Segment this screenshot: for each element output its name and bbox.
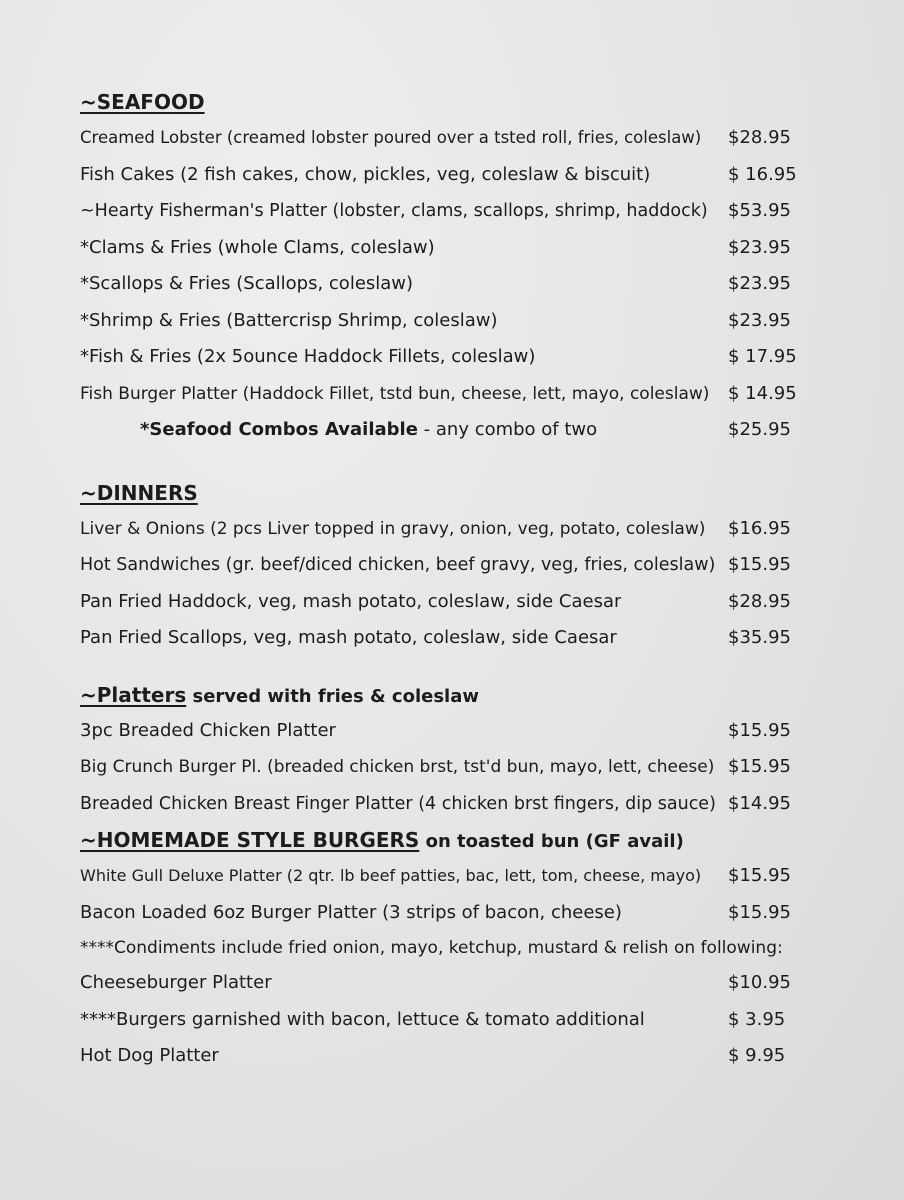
burgers-extra-item (80, 1038, 806, 1075)
platters-item-desc: Big Crunch Burger Pl. (breaded chicken brst, tst'd bun, mayo, lett, cheese) (80, 757, 715, 777)
seafood-combo-desc (80, 412, 597, 449)
seafood-combo-row (80, 412, 806, 449)
seafood-combo-price: $25.95 (728, 419, 791, 440)
burgers-subheading: on toasted bun (GF avail) (419, 831, 684, 852)
burgers-item (80, 858, 806, 895)
seafood-item-desc: Creamed Lobster (creamed lobster poured over a tsted roll, fries, coleslaw) (80, 128, 702, 147)
platters-list (80, 713, 806, 823)
dinners-heading-text: ~DINNERS (80, 480, 198, 505)
burgers-extra-item (80, 1002, 806, 1039)
seafood-list (80, 120, 806, 412)
burgers-item-desc: Bacon Loaded 6oz Burger Platter (3 strips of bacon, cheese) (80, 901, 622, 923)
dinners-list (80, 511, 806, 657)
seafood-item-desc: *Shrimp & Fries (Battercrisp Shrimp, coleslaw) (80, 309, 498, 331)
burgers-extra-item-price: $10.95 (728, 972, 791, 993)
burgers-item (80, 895, 806, 932)
seafood-combo-rest: - any combo of two (417, 419, 598, 440)
seafood-item-price: $23.95 (728, 273, 791, 294)
seafood-item-price: $23.95 (728, 309, 791, 331)
seafood-item-desc: ~Hearty Fisherman's Platter (lobster, clams, scallops, shrimp, haddock) (80, 201, 708, 221)
dinners-item (80, 620, 806, 657)
platters-item (80, 713, 806, 750)
dinners-item-price: $35.95 (728, 627, 791, 648)
platters-item-price: $14.95 (728, 792, 791, 814)
burgers-list (80, 858, 806, 931)
dinners-item-desc: Pan Fried Scallops, veg, mash potato, coleslaw, side Caesar (80, 627, 617, 648)
burgers-list-2 (80, 965, 806, 1075)
platters-heading-text: ~Platters (80, 682, 187, 707)
seafood-item (80, 230, 806, 267)
seafood-heading-text: ~SEAFOOD (80, 90, 205, 114)
burgers-extra-item-desc: Hot Dog Platter (80, 1045, 219, 1066)
burgers-extra-item (80, 965, 806, 1002)
seafood-item-desc: *Scallops & Fries (Scallops, coleslaw) (80, 273, 414, 294)
seafood-item (80, 339, 806, 376)
seafood-item (80, 376, 806, 413)
dinners-item (80, 511, 806, 548)
platters-item (80, 786, 806, 823)
seafood-item (80, 303, 806, 340)
platters-item (80, 749, 806, 786)
seafood-item (80, 120, 806, 157)
dinners-item-price: $28.95 (728, 590, 791, 612)
burgers-extra-item-price: $ 9.95 (728, 1045, 786, 1066)
platters-item-price: $15.95 (728, 719, 791, 741)
burgers-item-price: $15.95 (728, 865, 791, 886)
dinners-item-price: $15.95 (728, 554, 791, 575)
burgers-item-price: $15.95 (728, 901, 791, 923)
dinners-item-price: $16.95 (728, 517, 791, 539)
seafood-heading (80, 84, 806, 120)
dinners-item (80, 547, 806, 584)
dinners-item-desc: Liver & Onions (2 pcs Liver topped in gravy, onion, veg, potato, coleslaw) (80, 518, 706, 539)
seafood-item (80, 266, 806, 303)
platters-heading (80, 677, 806, 713)
dinners-item-desc: Hot Sandwiches (gr. beef/diced chicken, beef gravy, veg, fries, coleslaw) (80, 555, 716, 575)
dinners-item (80, 584, 806, 621)
burgers-item-desc: White Gull Deluxe Platter (2 qtr. lb beef patties, bac, lett, tom, cheese, mayo) (80, 866, 702, 885)
menu-content (80, 84, 806, 1075)
burgers-extra-item-price: $ 3.95 (728, 1008, 786, 1030)
seafood-item-desc: Fish Burger Platter (Haddock Fillet, tstd bun, cheese, lett, mayo, coleslaw) (80, 383, 710, 404)
burgers-extra-item-desc: Cheeseburger Platter (80, 972, 272, 993)
burgers-extra-item-desc: ****Burgers garnished with bacon, lettuce & tomato additional (80, 1008, 645, 1030)
seafood-item-desc: Fish Cakes (2 fish cakes, chow, pickles, veg, coleslaw & biscuit) (80, 163, 651, 185)
platters-item-desc: Breaded Chicken Breast Finger Platter (4 chicken brst fingers, dip sauce) (80, 793, 716, 814)
burgers-heading-text: ~HOMEMADE STYLE BURGERS (80, 828, 420, 852)
seafood-item-price: $ 16.95 (728, 163, 797, 185)
seafood-combo-bold: *Seafood Combos Available (140, 419, 418, 440)
seafood-item-price: $ 14.95 (728, 382, 797, 404)
dinners-heading (80, 475, 806, 511)
platters-subheading: served with fries & coleslaw (186, 685, 479, 707)
seafood-item-price: $23.95 (728, 236, 791, 258)
seafood-item-desc: *Fish & Fries (2x 5ounce Haddock Fillets, coleslaw) (80, 346, 536, 367)
burgers-condiments-note: ****Condiments include fried onion, mayo, ketchup, mustard & relish on following: (80, 938, 783, 958)
seafood-item-price: $ 17.95 (728, 346, 797, 367)
seafood-item-price: $53.95 (728, 200, 791, 221)
burgers-heading (80, 822, 806, 858)
dinners-item-desc: Pan Fried Haddock, veg, mash potato, coleslaw, side Caesar (80, 590, 622, 612)
platters-item-price: $15.95 (728, 756, 791, 777)
seafood-item (80, 193, 806, 230)
seafood-item (80, 157, 806, 194)
seafood-item-desc: *Clams & Fries (whole Clams, coleslaw) (80, 236, 435, 258)
platters-item-desc: 3pc Breaded Chicken Platter (80, 719, 336, 741)
seafood-item-price: $28.95 (728, 127, 791, 148)
